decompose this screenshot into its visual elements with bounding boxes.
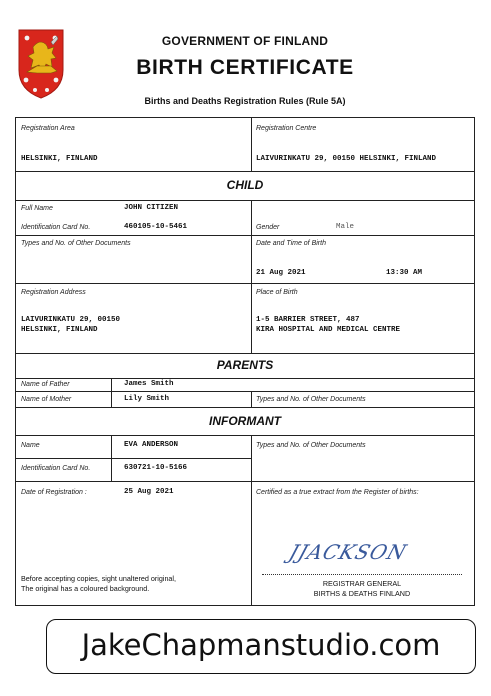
place-line1: 1-5 BARRIER STREET, 487 (256, 316, 360, 324)
divider (251, 435, 252, 606)
divider (16, 171, 474, 172)
divider (16, 391, 474, 392)
note-line1: Before accepting copies, sight unaltered original, (21, 574, 177, 583)
date-of-registration-label: Date of Registration : (21, 489, 87, 496)
certified-text: Certified as a true extract from the Register of births: (256, 489, 419, 496)
full-name-label: Full Name (21, 205, 53, 212)
father-value: James Smith (124, 380, 174, 388)
divider (16, 378, 474, 379)
parents-section-heading: PARENTS (216, 358, 274, 372)
mother-label: Name of Mother (21, 396, 72, 403)
child-other-docs-label: Types and No. of Other Documents (21, 240, 131, 247)
divider (16, 200, 474, 201)
informant-section-heading: INFORMANT (209, 414, 281, 428)
divider (16, 435, 474, 436)
watermark-text: JakeChapmanstudio.com (81, 628, 441, 662)
divider (111, 378, 112, 407)
page-title: BIRTH CERTIFICATE (136, 56, 354, 79)
registrar-signature: JJACKSON (286, 540, 411, 564)
birth-time-value: 13:30 AM (386, 269, 423, 277)
registrar-line2: BIRTHS & DEATHS FINLAND (313, 589, 411, 598)
child-section-heading: CHILD (226, 178, 264, 192)
informant-name-label: Name (21, 442, 40, 449)
child-id-value: 460105-10-5461 (124, 223, 188, 231)
divider (251, 118, 252, 171)
coat-of-arms-icon (17, 28, 65, 100)
registration-area-value: HELSINKI, FINLAND (21, 155, 98, 163)
address-line1: LAIVURINKATU 29, 00150 (21, 316, 121, 324)
informant-id-label: Identification Card No. (21, 465, 91, 472)
gender-label: Gender (256, 224, 280, 231)
divider (251, 200, 252, 353)
divider (251, 391, 252, 407)
datetime-label: Date and Time of Birth (256, 240, 326, 247)
informant-id-value: 630721-10-5166 (124, 464, 188, 472)
birth-date-value: 21 Aug 2021 (256, 269, 306, 277)
note-line2: The original has a coloured background. (21, 584, 150, 593)
informant-name-value: EVA ANDERSON (124, 441, 179, 449)
rules-subtitle: Births and Deaths Registration Rules (Rule 5A) (144, 96, 346, 106)
divider (16, 481, 474, 482)
registration-centre-label: Registration Centre (256, 125, 317, 132)
informant-other-docs-label: Types and No. of Other Documents (256, 442, 366, 449)
address-line2: HELSINKI, FINLAND (21, 326, 98, 334)
place-line2: KIRA HOSPITAL AND MEDICAL CENTRE (256, 326, 401, 334)
registrar-line1: REGISTRAR GENERAL (322, 579, 402, 588)
mother-value: Lily Smith (124, 395, 170, 403)
gender-value: Male (336, 223, 355, 231)
watermark-banner (46, 619, 476, 674)
certificate-form (15, 117, 475, 606)
signature-line (262, 574, 462, 575)
divider (16, 353, 474, 354)
divider (16, 283, 474, 284)
divider (16, 458, 251, 459)
child-full-name: JOHN CITIZEN (124, 204, 179, 212)
registration-area-label: Registration Area (21, 125, 75, 132)
registration-centre-value: LAIVURINKATU 29, 00150 HELSINKI, FINLAND (256, 155, 437, 163)
father-label: Name of Father (21, 381, 70, 388)
government-heading: GOVERNMENT OF FINLAND (161, 34, 329, 48)
parents-other-docs-label: Types and No. of Other Documents (256, 396, 366, 403)
divider (16, 235, 474, 236)
place-of-birth-label: Place of Birth (256, 289, 298, 296)
registration-address-label: Registration Address (21, 289, 86, 296)
child-id-label: Identification Card No. (21, 224, 91, 231)
date-of-registration-value: 25 Aug 2021 (124, 488, 174, 496)
divider (16, 407, 474, 408)
